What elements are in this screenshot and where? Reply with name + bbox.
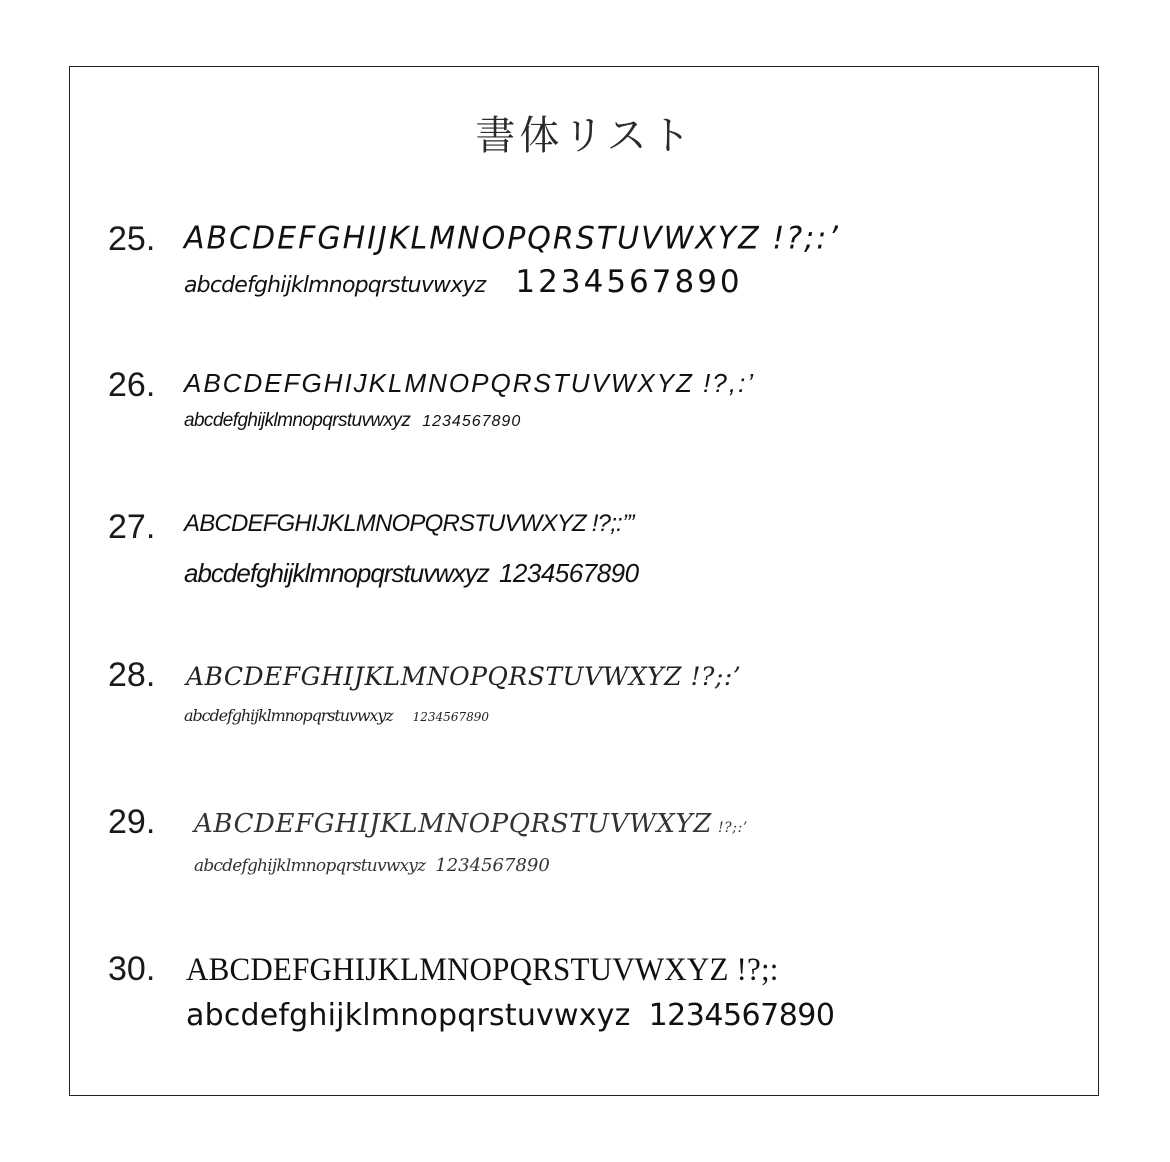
lowercase-line xyxy=(186,998,834,1033)
font-number: 28. xyxy=(108,656,156,694)
digits-sample: 1234567890 xyxy=(515,264,743,300)
lowercase-line xyxy=(184,410,521,432)
lowercase-sample: abcdefghijklmnopqrstuvwxyz xyxy=(184,273,486,298)
font-number: 30. xyxy=(108,950,156,988)
uppercase-sample: ABCDEFGHIJKLMNOPQRSTUVWXYZ !?;:’” xyxy=(184,510,634,537)
font-number: 26. xyxy=(108,366,156,404)
lowercase-sample: abcdefghijklmnopqrstuvwxyz xyxy=(184,706,393,725)
uppercase-sample: ABCDEFGHIJKLMNOPQRSTUVWXYZ !?;: xyxy=(186,952,779,988)
digits-sample: 1234567890 xyxy=(435,855,550,876)
lowercase-sample: abcdefghijklmnopqrstuvwxyz xyxy=(186,998,631,1033)
uppercase-sample: ABCDEFGHIJKLMNOPQRSTUVWXYZ !?;:’ xyxy=(186,662,742,691)
lowercase-line xyxy=(194,855,550,876)
lowercase-sample: abcdefghijklmnopqrstuvwxyz xyxy=(194,856,426,876)
font-number: 27. xyxy=(108,508,156,546)
lowercase-line xyxy=(184,706,489,725)
font-number: 25. xyxy=(108,220,156,258)
digits-sample: 1234567890 xyxy=(412,710,489,724)
digits-sample: 1234567890 xyxy=(498,558,639,588)
uppercase-sample: ABCDEFGHIJKLMNOPQRSTUVWXYZ !?,:’ xyxy=(184,368,756,398)
lowercase-line xyxy=(184,558,639,589)
uppercase-line xyxy=(194,809,748,839)
uppercase-sample: ABCDEFGHIJKLMNOPQRSTUVWXYZ !?;:’ xyxy=(184,220,840,257)
uppercase-sample: ABCDEFGHIJKLMNOPQRSTUVWXYZ xyxy=(194,809,712,839)
font-number: 29. xyxy=(108,803,156,841)
digits-sample: 1234567890 xyxy=(648,998,835,1033)
lowercase-line xyxy=(184,264,743,300)
page-title: 書体リスト xyxy=(475,113,695,159)
punctuation-sample: !?;:’ xyxy=(717,820,748,836)
lowercase-sample: abcdefghijklmnopqrstuvwxyz xyxy=(184,558,489,588)
lowercase-sample: abcdefghijklmnopqrstuvwxyz xyxy=(184,410,411,431)
digits-sample: 1234567890 xyxy=(422,413,522,430)
